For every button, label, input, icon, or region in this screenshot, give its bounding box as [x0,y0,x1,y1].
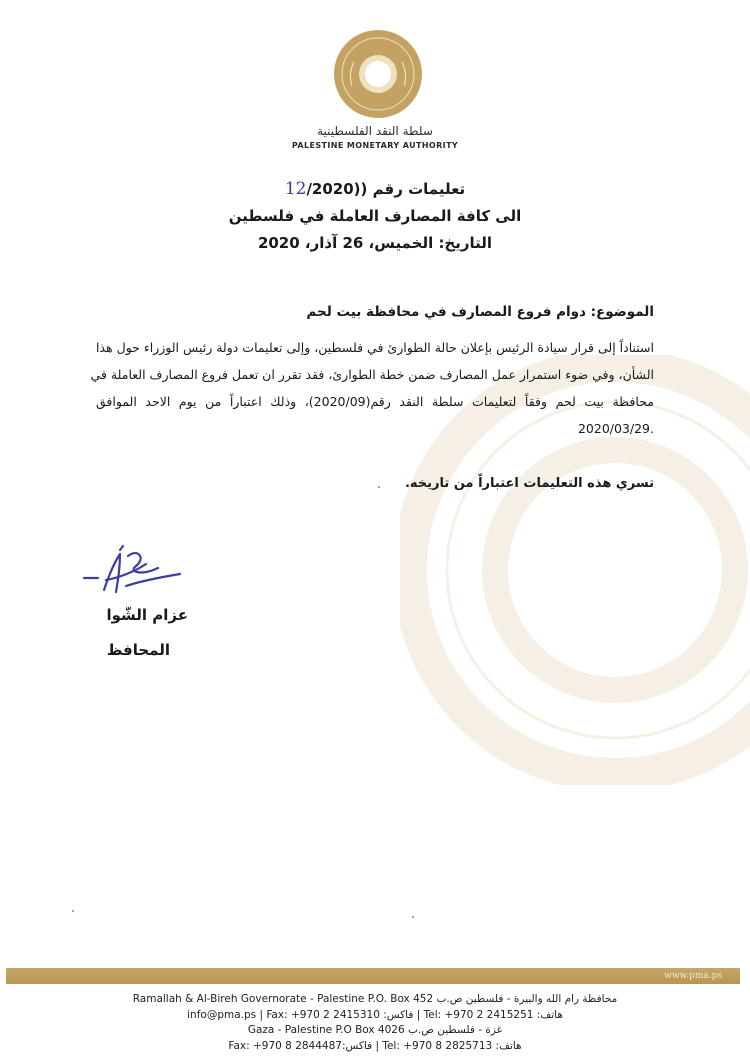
footer-band [6,968,740,984]
instruction-title-prefix: تعليمات رقم ( [360,180,466,198]
body-paragraph [90,334,654,442]
instruction-number-value [285,180,361,198]
scan-speck [412,916,414,918]
instruction-year: /2020) [306,180,361,198]
body-line: محافظة بيت لحم وفقاً لتعليمات سلطة النقد رقم(2020/09)، وذلك اعتباراً من يوم الاحد الموافق [96,394,654,409]
instruction-number [0,176,750,203]
org-name-english: PALESTINE MONETARY AUTHORITY [291,141,459,150]
footer-address-gaza: Gaza - Palestine P.O Box 4026 غزة - فلسطين ص.ب [247,1024,503,1036]
footer-contact-gaza: Fax: +970 8 2844487:فاكس | Tel: +970 8 2825713 :هاتف [228,1039,522,1052]
website-label: www.pma.ps [664,971,722,981]
date-line: التاريخ: الخميس، 26 آذار، 2020 [257,234,493,252]
scan-speck [72,910,74,912]
body-line: .2020/03/29 [577,421,654,436]
pma-seal-icon [332,28,424,120]
signer-title: المحافظ [106,641,170,659]
body-line: الشأن، وفي ضوء استمرار عمل المصارف ضمن خطة الطوارئ، فقد تقرر ان تعمل فروع المصارف العاملة في [90,367,654,382]
instruction-heading [0,176,750,257]
handwritten-signature [76,542,196,602]
handwritten-number: 12 [284,179,307,199]
footer-contact [0,992,750,1054]
footer-address-ramallah: Ramallah & Al-Bireh Governorate - Palestine P.O. Box 452 محافظة رام الله والبيرة - فلسطين ص.ب [132,993,618,1005]
scan-speck [378,486,380,488]
footer-contact-ramallah: info@pma.ps | Fax: +970 2 2415310 :فاكس | Tel: +970 2 2415251 :هاتف [187,1008,563,1021]
recipients-line: الى كافة المصارف العاملة في فلسطين [228,207,522,225]
body-line: استناداً إلى قرار سيادة الرئيس بإعلان حالة الطوارئ في فلسطين، وإلى تعليمات دولة رئيس الوزراء حول هذا [96,340,654,355]
signer-name: عزام الشّوا [106,606,188,624]
subject-line: الموضوع: دوام فروع المصارف في محافظة بيت لحم [306,304,654,320]
effective-clause: تسري هذه التعليمات اعتباراً من تاريخه. [404,476,654,491]
org-name-arabic: سلطة النقد الفلسطينية [317,124,433,138]
